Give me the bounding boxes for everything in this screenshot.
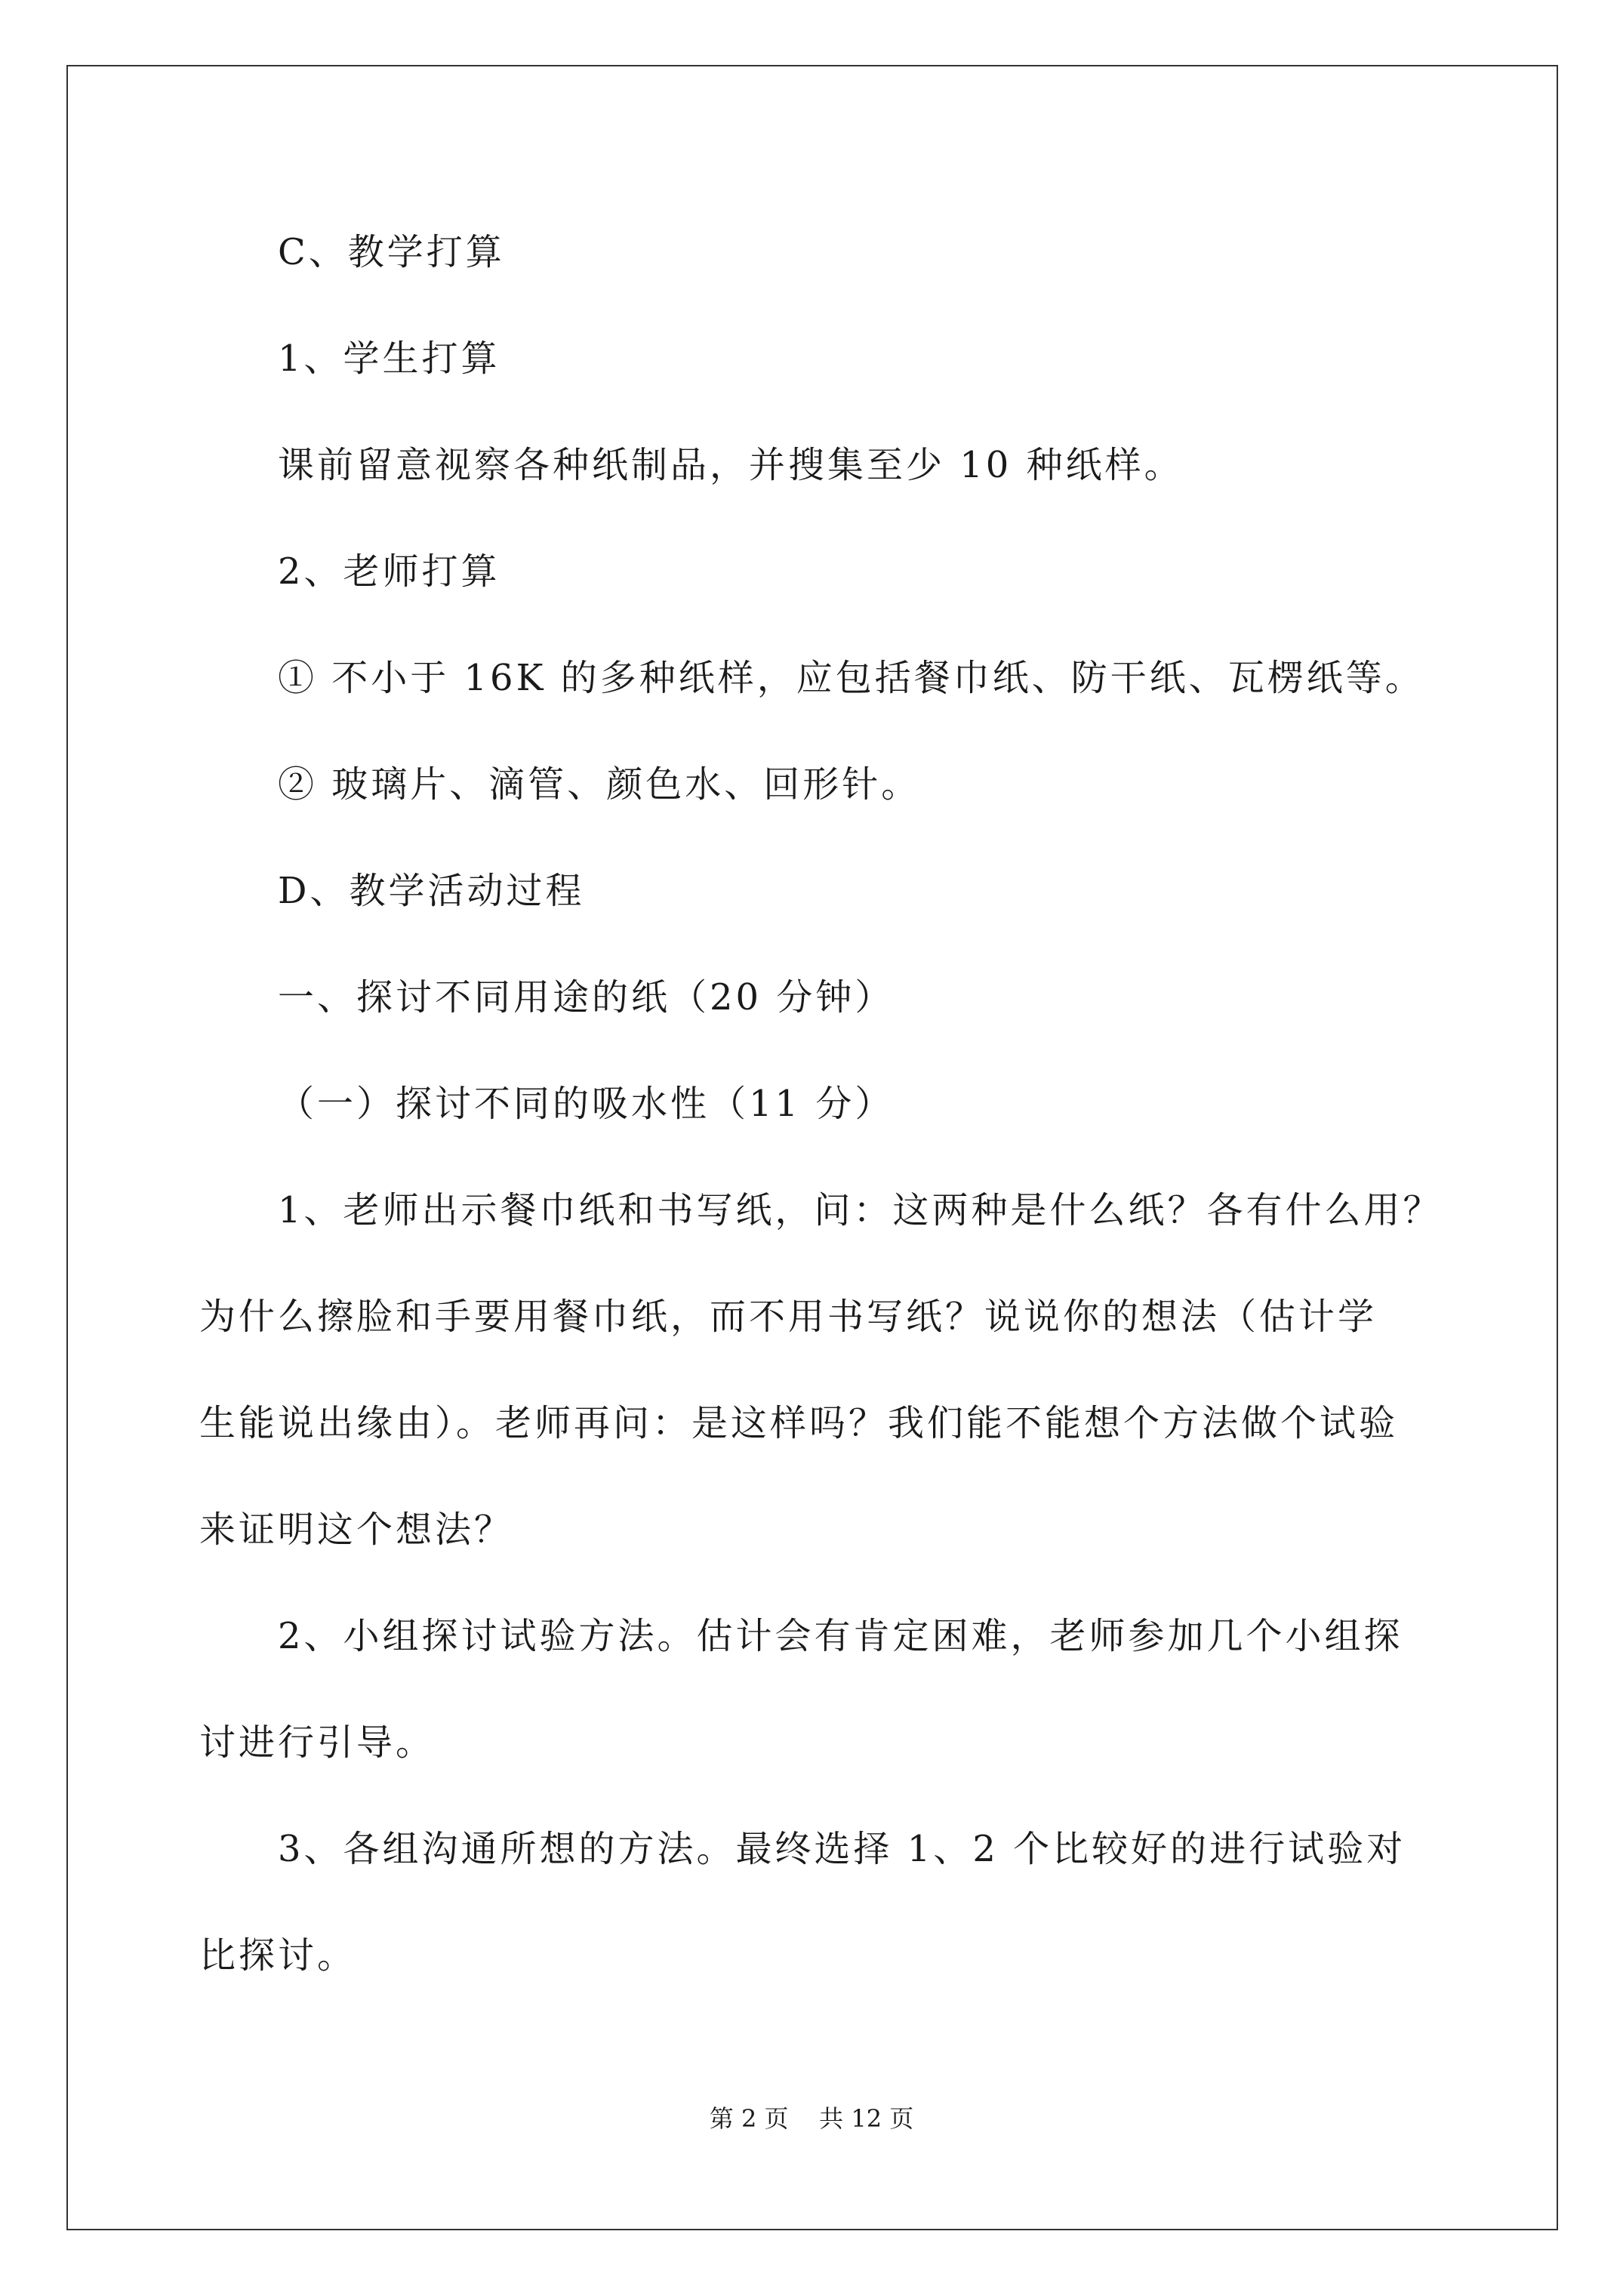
list-item: ② 玻璃片、滴管、颜色水、回形针。 <box>278 763 921 806</box>
paragraph-line: 1、老师出示餐巾纸和书写纸，问：这两种是什么纸？各有什么用？ <box>278 1189 1443 1231</box>
subheading-student-preparation: 1、学生打算 <box>278 337 500 380</box>
heading-teaching-process: D、教学活动过程 <box>278 870 585 912</box>
subsection-heading: （一）探讨不同的吸水性（11 分） <box>278 1083 895 1125</box>
paragraph-line: 生能说出缘由）。老师再问：是这样吗？我们能不能想个方法做个试验 <box>199 1402 1399 1444</box>
list-item: ① 不小于 16K 的多种纸样，应包括餐巾纸、防干纸、瓦楞纸等。 <box>278 657 1424 699</box>
heading-teaching-preparation: C、教学打算 <box>278 231 505 273</box>
paragraph-line: 2、小组探讨试验方法。估计会有肯定困难，老师参加几个小组探 <box>278 1615 1403 1657</box>
page-border <box>66 65 1558 2230</box>
subheading-teacher-preparation: 2、老师打算 <box>278 550 500 593</box>
paragraph-line: 3、各组沟通所想的方法。最终选择 1、2 个比较好的进行试验对 <box>278 1828 1406 1870</box>
paragraph-line: 讨进行引导。 <box>199 1721 436 1764</box>
paragraph-line: 为什么擦脸和手要用餐巾纸，而不用书写纸？说说你的想法（估计学 <box>199 1296 1378 1338</box>
paragraph-line: 来证明这个想法？ <box>199 1509 514 1551</box>
section-heading: 一、探讨不同用途的纸（20 分钟） <box>278 976 895 1019</box>
paragraph-line: 课前留意视察各种纸制品，并搜集至少 10 种纸样。 <box>278 444 1184 486</box>
page-number-footer: 第 2 页 共 12 页 <box>709 2104 914 2133</box>
paragraph-line: 比探讨。 <box>199 1934 357 1977</box>
